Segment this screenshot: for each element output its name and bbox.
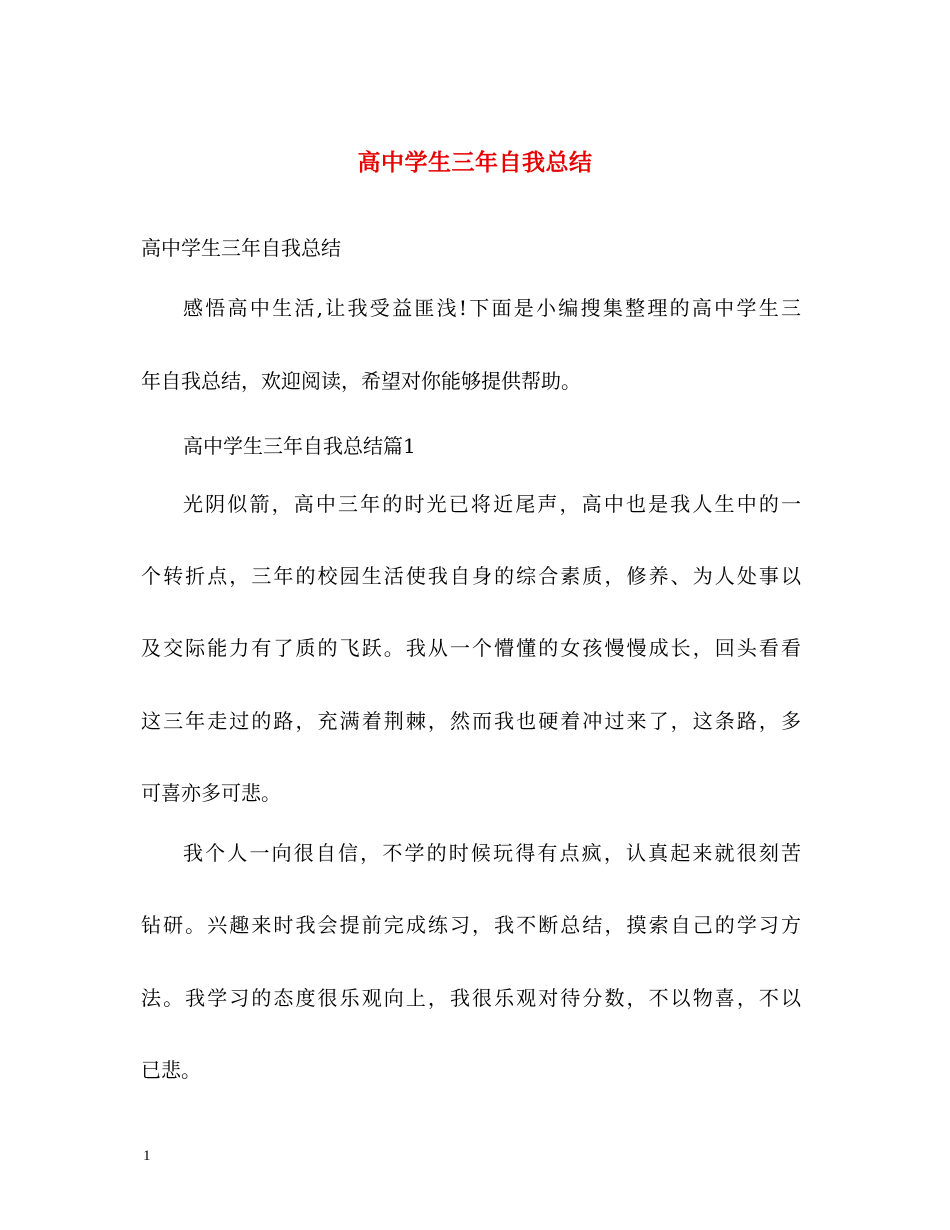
- paragraph-line: 法。我学习的态度很乐观向上，我很乐观对待分数，不以物喜，不以: [141, 986, 801, 1010]
- document-title: 高中学生三年自我总结: [357, 149, 593, 176]
- paragraph-line: 这三年走过的路，充满着荆棘，然而我也硬着冲过来了，这条路，多: [141, 709, 801, 733]
- page-number: 1: [143, 1148, 151, 1164]
- paragraph-line: 可喜亦多可悲。: [141, 781, 281, 805]
- paragraph-line: 已悲。: [141, 1058, 201, 1082]
- paragraph-line: 我个人一向很自信，不学的时候玩得有点疯，认真起来就很刻苦: [183, 841, 801, 865]
- paragraph-line: 钻研。兴趣来时我会提前完成练习，我不断总结，摸索自己的学习方: [141, 913, 801, 937]
- paragraph-line: 及交际能力有了质的飞跃。我从一个懵懂的女孩慢慢成长，回头看看: [141, 636, 801, 660]
- paragraph-line: 光阴似箭，高中三年的时光已将近尾声，高中也是我人生中的一: [183, 492, 801, 516]
- paragraph-line: 感悟高中生活,让我受益匪浅!下面是小编搜集整理的高中学生三: [183, 296, 801, 320]
- paragraph-line: 年自我总结，欢迎阅读，希望对你能够提供帮助。: [141, 369, 581, 393]
- paragraph-line: 个转折点，三年的校园生活使我自身的综合素质，修养、为人处事以: [141, 564, 801, 588]
- section-heading: 高中学生三年自我总结篇1: [183, 434, 416, 458]
- document-subtitle: 高中学生三年自我总结: [141, 236, 341, 260]
